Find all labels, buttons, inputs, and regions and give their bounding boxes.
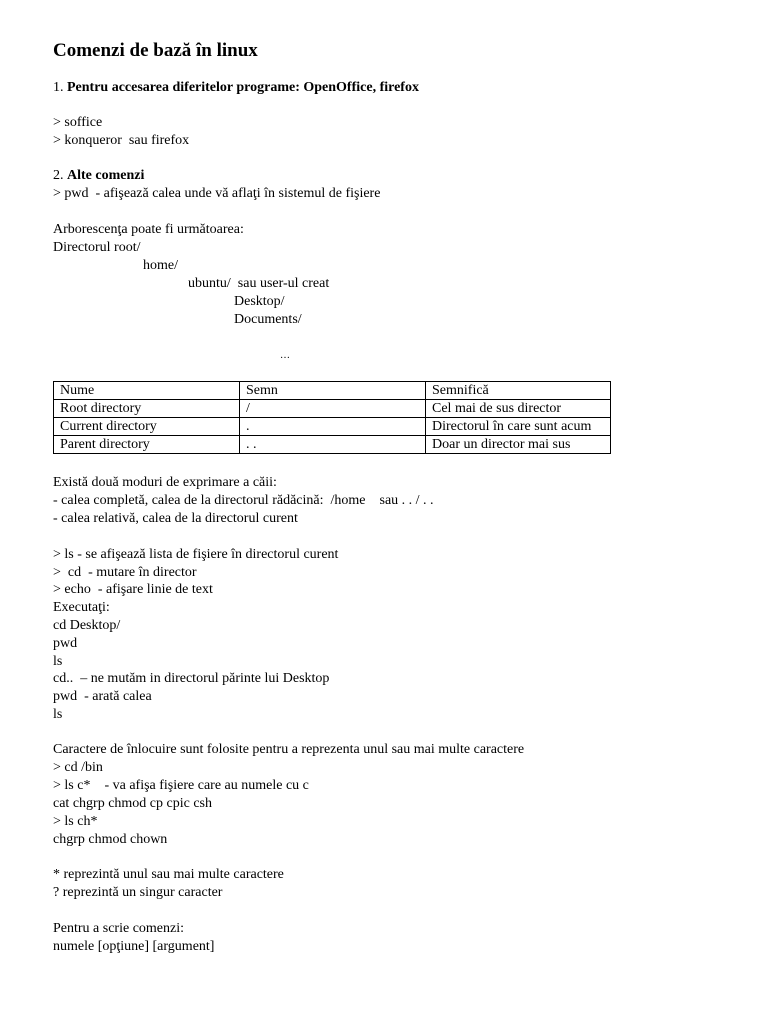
table-cell: / — [240, 400, 426, 418]
table-cell: Cel mai de sus director — [426, 400, 611, 418]
section-2-heading — [53, 168, 144, 184]
exec-step: pwd — [53, 636, 78, 651]
section-1-number: 1. — [53, 80, 64, 95]
wildcard-line: > ls ch* — [53, 814, 98, 829]
table-cell: Root directory — [54, 400, 240, 418]
tree-intro: Arborescenţa poate fi următoarea: — [53, 222, 244, 237]
table-cell: Parent directory — [54, 436, 240, 454]
table-header-cell: Semnifică — [426, 382, 611, 400]
tree-documents: Documents/ — [234, 312, 302, 327]
tree-root: Directorul root/ — [53, 240, 141, 255]
section-2-number: 2. — [53, 168, 64, 183]
command-pwd: > pwd - afişează calea unde vă aflaţi în sistemul de fişiere — [53, 186, 381, 201]
section-1-title: Pentru accesarea diferitelor programe: OpenOffice, firefox — [67, 80, 419, 95]
tree-desktop: Desktop/ — [234, 294, 285, 309]
table-cell: . — [240, 418, 426, 436]
table-header-row — [54, 382, 611, 400]
command-cd: > cd - mutare în director — [53, 565, 197, 580]
command-soffice: > soffice — [53, 115, 103, 130]
question-meaning: ? reprezintă un singur caracter — [53, 885, 223, 900]
tree-ubuntu: ubuntu/ sau user-ul creat — [188, 276, 330, 291]
wildcard-line: cat chgrp chmod cp cpic csh — [53, 796, 212, 811]
execute-label: Executaţi: — [53, 600, 110, 615]
exec-step: cd Desktop/ — [53, 618, 121, 633]
command-echo: > echo - afişare linie de text — [53, 582, 213, 597]
star-meaning: * reprezintă unul sau mai multe caractere — [53, 867, 284, 882]
table-cell: Current directory — [54, 418, 240, 436]
paths-full: - calea completă, calea de la directorul rădăcină: /home sau . . / . . — [53, 493, 434, 508]
command-ls: > ls - se afişează lista de fişiere în directorul curent — [53, 547, 339, 562]
exec-step: ls — [53, 707, 63, 722]
wildcard-line: > cd /bin — [53, 760, 103, 775]
paths-relative: - calea relativă, calea de la directorul curent — [53, 511, 298, 526]
syntax-form: numele [opţiune] [argument] — [53, 939, 215, 954]
table-cell: . . — [240, 436, 426, 454]
tree-home: home/ — [143, 258, 178, 273]
exec-step: pwd - arată calea — [53, 689, 152, 704]
section-2-title: Alte comenzi — [67, 168, 145, 183]
command-konqueror: > konqueror sau firefox — [53, 133, 190, 148]
table-row — [54, 436, 611, 454]
wildcard-line: chgrp chmod chown — [53, 832, 168, 847]
exec-step: cd.. – ne mutăm in directorul părinte lui Desktop — [53, 671, 330, 686]
paths-intro: Există două moduri de exprimare a căii: — [53, 475, 277, 490]
table-row — [54, 400, 611, 418]
table-row — [54, 418, 611, 436]
syntax-intro: Pentru a scrie comenzi: — [53, 921, 185, 936]
table-cell: Doar un director mai sus — [426, 436, 611, 454]
wildcard-line: > ls c* - va afişa fişiere care au numele cu c — [53, 778, 309, 793]
tree-ellipsis: … — [280, 350, 290, 361]
table-header-cell: Nume — [54, 382, 240, 400]
exec-step: ls — [53, 654, 63, 669]
directory-table — [53, 381, 611, 454]
table-cell: Directorul în care sunt acum — [426, 418, 611, 436]
wildcards-intro: Caractere de înlocuire sunt folosite pentru a reprezenta unul sau mai multe caractere — [53, 742, 525, 757]
section-1-heading — [53, 80, 419, 96]
table-header-cell: Semn — [240, 382, 426, 400]
page-title: Comenzi de bază în linux — [53, 40, 258, 61]
